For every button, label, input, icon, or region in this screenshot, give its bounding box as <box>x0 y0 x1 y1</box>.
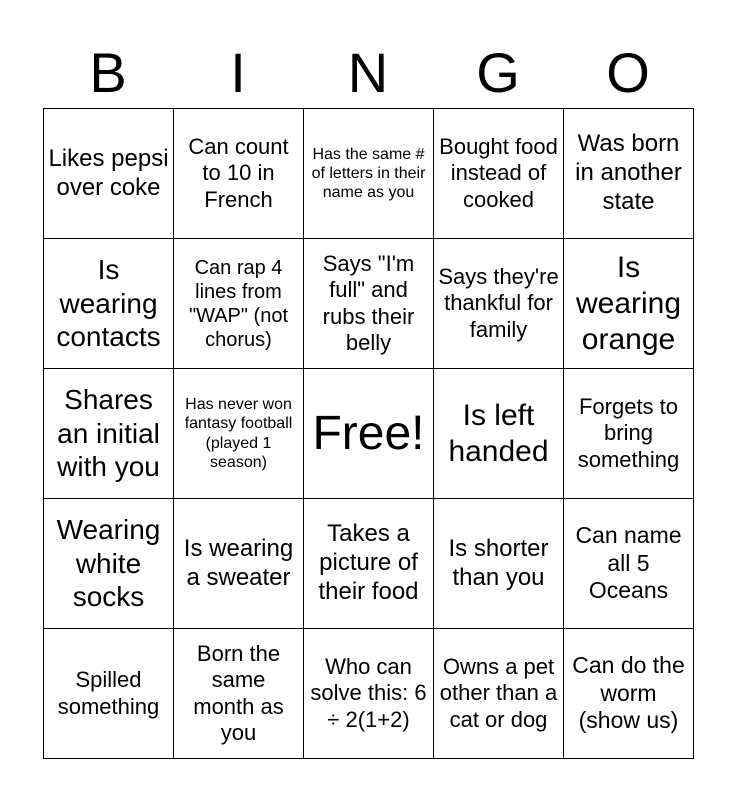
bingo-cell[interactable]: Forgets to bring something <box>564 369 694 499</box>
header-letter-g: G <box>476 41 520 104</box>
bingo-cell[interactable]: Is shorter than you <box>434 499 564 629</box>
header-letter-b: B <box>89 41 127 104</box>
bingo-cell[interactable]: Is left handed <box>434 369 564 499</box>
free-space-cell[interactable]: Free! <box>304 369 434 499</box>
header-letter-i: I <box>230 41 246 104</box>
bingo-cell[interactable]: Who can solve this: 6 ÷ 2(1+2) <box>304 629 434 759</box>
bingo-cell[interactable]: Born the same month as you <box>174 629 304 759</box>
bingo-cell[interactable]: Can rap 4 lines from "WAP" (not chorus) <box>174 239 304 369</box>
bingo-cell[interactable]: Bought food instead of cooked <box>434 109 564 239</box>
bingo-cell[interactable]: Can count to 10 in French <box>174 109 304 239</box>
bingo-cell[interactable]: Can name all 5 Oceans <box>564 499 694 629</box>
bingo-cell[interactable]: Wearing white socks <box>44 499 174 629</box>
board-row-2 <box>44 239 694 369</box>
bingo-header <box>43 38 693 108</box>
bingo-cell[interactable]: Spilled something <box>44 629 174 759</box>
bingo-cell[interactable]: Likes pepsi over coke <box>44 109 174 239</box>
board-row-1 <box>44 109 694 239</box>
bingo-cell[interactable]: Can do the worm (show us) <box>564 629 694 759</box>
bingo-cell[interactable]: Takes a picture of their food <box>304 499 434 629</box>
bingo-cell[interactable]: Shares an initial with you <box>44 369 174 499</box>
bingo-cell[interactable]: Is wearing contacts <box>44 239 174 369</box>
bingo-cell[interactable]: Is wearing a sweater <box>174 499 304 629</box>
board-row-4 <box>44 499 694 629</box>
board-row-3 <box>44 369 694 499</box>
bingo-cell[interactable]: Was born in another state <box>564 109 694 239</box>
bingo-board <box>43 108 694 759</box>
bingo-cell[interactable]: Says they're thankful for family <box>434 239 564 369</box>
header-letter-n: N <box>347 41 389 104</box>
bingo-cell[interactable]: Has never won fantasy football (played 1 season) <box>174 369 304 499</box>
bingo-cell[interactable]: Has the same # of letters in their name as you <box>304 109 434 239</box>
bingo-cell[interactable]: Says "I'm full" and rubs their belly <box>304 239 434 369</box>
header-letter-o: O <box>606 41 650 104</box>
bingo-cell[interactable]: Owns a pet other than a cat or dog <box>434 629 564 759</box>
board-row-5 <box>44 629 694 759</box>
bingo-cell[interactable]: Is wearing orange <box>564 239 694 369</box>
